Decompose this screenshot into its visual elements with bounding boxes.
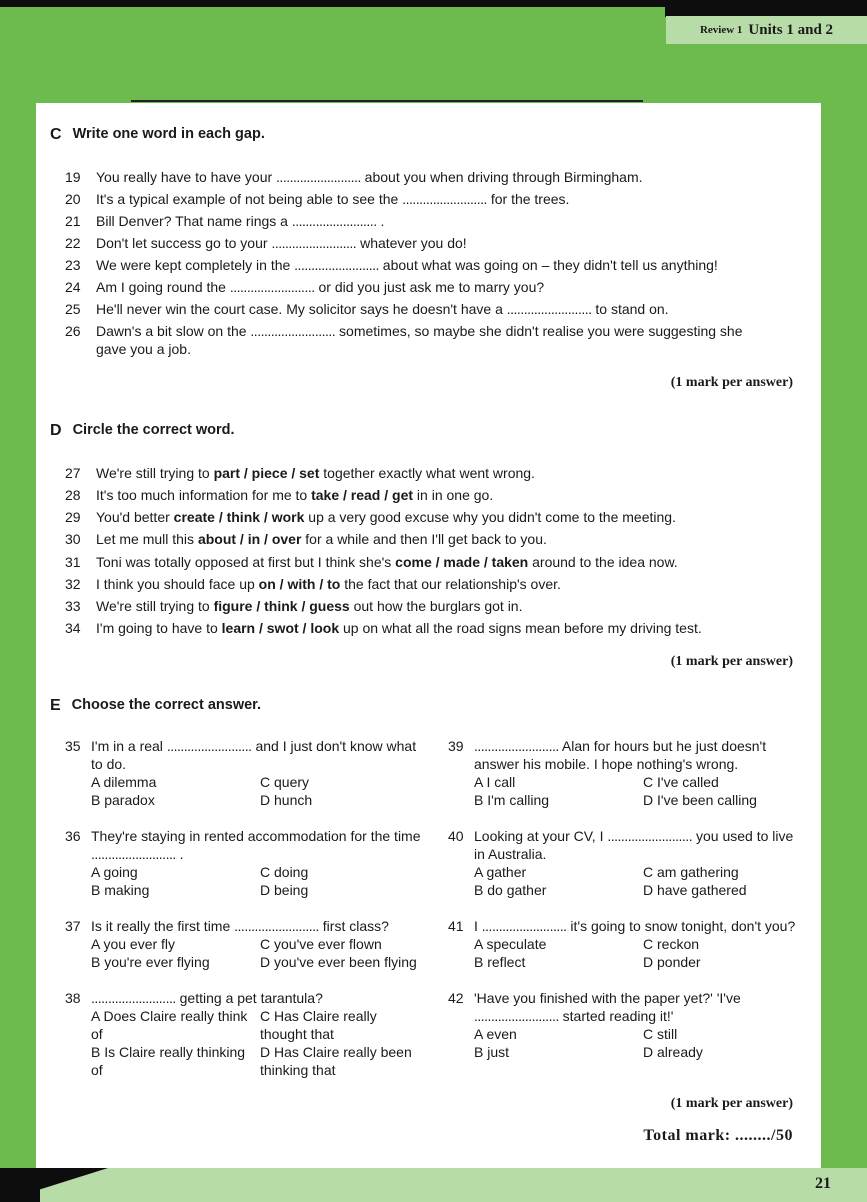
option-b: B reflect — [474, 954, 526, 970]
text-before: Bill Denver? That name rings a — [96, 213, 292, 229]
answer-gap: ......................... — [229, 279, 315, 295]
text-before: We were kept completely in the — [96, 257, 295, 273]
question-number: 28 — [65, 487, 81, 503]
text-before: We're still trying to — [96, 598, 214, 614]
text-before: It's too much information for me to — [96, 487, 312, 503]
text-before: He'll never win the court case. My solicitor says he doesn't have a — [96, 301, 507, 317]
section-letter: C — [50, 126, 62, 143]
question-text — [91, 737, 425, 773]
text-after: about you when driving through Birmingham. — [360, 169, 643, 185]
option-b: B just — [474, 1044, 510, 1060]
question-text — [96, 530, 770, 548]
text-before: I think you should face up — [96, 576, 259, 592]
question-number: 33 — [65, 598, 81, 614]
option-a: A speculate — [474, 936, 547, 952]
circle-question — [65, 530, 770, 548]
page-header — [666, 16, 867, 44]
question-number: 19 — [65, 169, 81, 185]
text-before: Toni was totally opposed at first but I think she's — [96, 554, 396, 570]
text-before: You'd better — [96, 509, 174, 525]
text-before: I'm going to have to — [96, 620, 222, 636]
question-number: 41 — [448, 918, 464, 934]
question-number: 42 — [448, 990, 464, 1006]
question-text — [474, 737, 808, 773]
question-text — [96, 464, 770, 482]
text-before: I — [474, 918, 482, 934]
answer-gap: ......................... — [234, 918, 319, 934]
multiple-choice-question — [448, 917, 808, 971]
answer-gap: ......................... — [607, 828, 693, 844]
circle-question — [65, 508, 770, 526]
top-tab — [665, 0, 867, 17]
page-number: 21 — [815, 1175, 831, 1192]
answer-options — [474, 863, 808, 899]
gap-question — [65, 190, 770, 208]
review-label: Review 1 — [699, 24, 743, 36]
answer-gap: ......................... — [166, 738, 252, 754]
text-before: Am I going round the — [96, 279, 230, 295]
question-number: 35 — [65, 738, 81, 754]
question-stem — [65, 989, 425, 1007]
question-text — [96, 553, 770, 571]
option-b: B do gather — [474, 882, 547, 898]
text-after: the fact that our relationship's over. — [340, 576, 561, 592]
question-text — [96, 597, 770, 615]
multiple-choice-question — [65, 737, 425, 809]
question-number: 25 — [65, 301, 81, 317]
question-text — [96, 300, 770, 318]
multiple-choice-question — [448, 737, 808, 809]
question-stem — [65, 827, 425, 863]
multiple-choice-question — [65, 827, 425, 899]
text-after: together exactly what went wrong. — [319, 465, 535, 481]
text-before: They're staying in rented accommodation for the time — [91, 828, 421, 844]
multiple-choice-question — [65, 989, 425, 1079]
question-stem — [448, 917, 808, 935]
answer-gap: ......................... — [276, 169, 361, 185]
option-d: D have gathered — [643, 882, 747, 898]
gap-question — [65, 278, 770, 296]
text-after: around to the idea now. — [528, 554, 678, 570]
answer-gap: ......................... — [474, 1008, 559, 1024]
option-a: A I call — [474, 774, 516, 790]
gap-question — [65, 300, 770, 318]
option-c: C Has Claire really thought that — [260, 1008, 377, 1042]
gap-question — [65, 168, 770, 186]
gap-question — [65, 322, 770, 358]
answer-options — [474, 773, 808, 809]
word-choices: learn / swot / look — [221, 620, 340, 636]
question-number: 21 — [65, 213, 81, 229]
question-text — [96, 322, 770, 358]
option-d: D Has Claire really been thinking that — [260, 1044, 412, 1078]
worksheet — [36, 103, 821, 1168]
text-after: for the trees. — [486, 191, 570, 207]
multiple-choice-question — [65, 917, 425, 971]
question-number: 27 — [65, 465, 81, 481]
option-c: C you've ever flown — [260, 936, 382, 952]
answer-options — [474, 1025, 808, 1061]
text-after: up on what all the road signs mean before my driving test. — [339, 620, 702, 636]
option-a: A going — [91, 864, 138, 880]
question-number: 31 — [65, 554, 81, 570]
text-before: Let me mull this — [96, 531, 198, 547]
text-after: it's going to snow tonight, don't you? — [566, 918, 796, 934]
question-text — [96, 575, 770, 593]
text-after: sometimes, so maybe she didn't realise you were suggesting she gave you a job. — [96, 323, 743, 357]
question-text — [96, 619, 770, 637]
section-d-heading — [50, 422, 235, 440]
footer-strip — [0, 1168, 40, 1202]
text-before: You really have to have your — [96, 169, 277, 185]
option-a: A gather — [474, 864, 527, 880]
question-text — [474, 917, 808, 935]
text-after: to stand on. — [591, 301, 669, 317]
option-a: A you ever fly — [91, 936, 176, 952]
answer-options — [91, 773, 425, 809]
option-c: C query — [260, 774, 310, 790]
option-c: C still — [643, 1026, 678, 1042]
text-after: and I just don't know what to do. — [91, 738, 417, 772]
text-after: first class? — [318, 918, 389, 934]
text-after: Alan for hours but he just doesn't answer his mobile. I hope nothing's wrong. — [474, 738, 767, 772]
question-text — [474, 989, 808, 1025]
text-after: whatever you do! — [356, 235, 467, 251]
question-text — [96, 256, 770, 274]
units-label: Units 1 and 2 — [748, 21, 834, 38]
circle-question — [65, 486, 770, 504]
option-d: D I've been calling — [643, 792, 757, 808]
option-d: D already — [643, 1044, 703, 1060]
text-after: . — [376, 213, 385, 229]
word-choices: take / read / get — [311, 487, 414, 503]
question-text — [96, 234, 770, 252]
multiple-choice-question — [448, 827, 808, 899]
option-d: D you've ever been flying — [260, 954, 417, 970]
section-d-marks: (1 mark per answer) — [670, 654, 793, 669]
question-number: 30 — [65, 531, 81, 547]
question-number: 29 — [65, 509, 81, 525]
gap-question — [65, 234, 770, 252]
question-number: 26 — [65, 323, 81, 339]
answer-gap: ......................... — [250, 323, 336, 339]
option-c: C doing — [260, 864, 309, 880]
section-e-heading — [50, 697, 261, 715]
question-number: 22 — [65, 235, 81, 251]
answer-gap: ......................... — [402, 191, 487, 207]
text-before: Don't let success go to your — [96, 235, 272, 251]
answer-gap: ......................... — [294, 257, 379, 273]
circle-question — [65, 464, 770, 482]
word-choices: figure / think / guess — [213, 598, 350, 614]
question-text — [96, 168, 770, 186]
gap-question — [65, 256, 770, 274]
word-choices: about / in / over — [197, 531, 302, 547]
text-before: Dawn's a bit slow on the — [96, 323, 251, 339]
question-text — [96, 278, 770, 296]
text-after: about what was going on – they didn't tell us anything! — [378, 257, 718, 273]
text-after: in in one go. — [413, 487, 494, 503]
question-number: 37 — [65, 918, 81, 934]
question-number: 38 — [65, 990, 81, 1006]
circle-question — [65, 575, 770, 593]
answer-gap: ......................... — [271, 235, 357, 251]
option-b: B paradox — [91, 792, 155, 808]
page-footer — [0, 1168, 867, 1202]
option-c: C I've called — [643, 774, 719, 790]
option-b: B making — [91, 882, 150, 898]
option-c: C reckon — [643, 936, 700, 952]
word-choices: on / with / to — [258, 576, 341, 592]
question-number: 20 — [65, 191, 81, 207]
question-text — [91, 989, 425, 1007]
section-title: Choose the correct answer. — [71, 697, 262, 713]
text-after: started reading it!' — [558, 1008, 674, 1024]
section-title: Write one word in each gap. — [72, 126, 265, 142]
text-before: Is it really the first time — [91, 918, 235, 934]
total-mark: Total mark: ......../50 — [643, 1127, 793, 1144]
option-a: A even — [474, 1026, 517, 1042]
section-c-heading — [50, 126, 265, 144]
answer-gap: ......................... — [291, 213, 377, 229]
question-number: 39 — [448, 738, 464, 754]
answer-options — [91, 863, 425, 899]
text-before: I'm in a real — [91, 738, 167, 754]
question-text — [96, 190, 770, 208]
question-text — [474, 827, 808, 863]
answer-gap: ......................... — [91, 846, 176, 862]
section-e-marks: (1 mark per answer) — [670, 1096, 793, 1111]
question-number: 32 — [65, 576, 81, 592]
question-number: 36 — [65, 828, 81, 844]
option-b: B Is Claire really thinking of — [91, 1044, 246, 1078]
word-choices: come / made / taken — [395, 554, 529, 570]
text-after: getting a pet tarantula? — [175, 990, 323, 1006]
option-d: D being — [260, 882, 309, 898]
question-number: 34 — [65, 620, 81, 636]
option-a: A dilemma — [91, 774, 157, 790]
header-rule — [131, 100, 643, 102]
question-stem — [65, 737, 425, 773]
question-number: 24 — [65, 279, 81, 295]
text-before: Looking at your CV, I — [474, 828, 608, 844]
question-text — [96, 508, 770, 526]
option-a: A Does Claire really think of — [91, 1008, 248, 1042]
text-before: It's a typical example of not being able to see the — [96, 191, 403, 207]
text-before: 'Have you finished with the paper yet?' 'I've — [474, 990, 741, 1006]
question-number: 40 — [448, 828, 464, 844]
gap-question — [65, 212, 770, 230]
question-stem — [448, 989, 808, 1025]
answer-gap: ......................... — [506, 301, 592, 317]
section-title: Circle the correct word. — [72, 422, 235, 438]
multiple-choice-question — [448, 989, 808, 1061]
word-choices: part / piece / set — [213, 465, 320, 481]
option-d: D hunch — [260, 792, 313, 808]
text-after: . — [175, 846, 184, 862]
option-c: C am gathering — [643, 864, 739, 880]
question-text — [91, 827, 425, 863]
text-after: for a while and then I'll get back to you. — [301, 531, 547, 547]
question-number: 23 — [65, 257, 81, 273]
circle-question — [65, 597, 770, 615]
circle-question — [65, 553, 770, 571]
word-choices: create / think / work — [173, 509, 305, 525]
text-after: you used to live in Australia. — [474, 828, 794, 862]
section-letter: D — [50, 422, 62, 439]
option-b: B you're ever flying — [91, 954, 210, 970]
answer-gap: ......................... — [474, 738, 559, 754]
question-stem — [65, 917, 425, 935]
answer-gap: ......................... — [481, 918, 567, 934]
answer-options — [91, 935, 425, 971]
text-before: We're still trying to — [96, 465, 214, 481]
section-c-marks: (1 mark per answer) — [670, 375, 793, 390]
text-after: out how the burglars got in. — [349, 598, 523, 614]
section-letter: E — [50, 697, 61, 714]
question-text — [91, 917, 425, 935]
option-d: D ponder — [643, 954, 701, 970]
answer-options — [91, 1007, 425, 1079]
circle-question — [65, 619, 770, 637]
question-stem — [448, 827, 808, 863]
text-after: up a very good excuse why you didn't come to the meeting. — [304, 509, 676, 525]
question-text — [96, 486, 770, 504]
text-after: or did you just ask me to marry you? — [314, 279, 545, 295]
question-text — [96, 212, 770, 230]
answer-gap: ......................... — [91, 990, 176, 1006]
question-stem — [448, 737, 808, 773]
answer-options — [474, 935, 808, 971]
option-b: B I'm calling — [474, 792, 550, 808]
